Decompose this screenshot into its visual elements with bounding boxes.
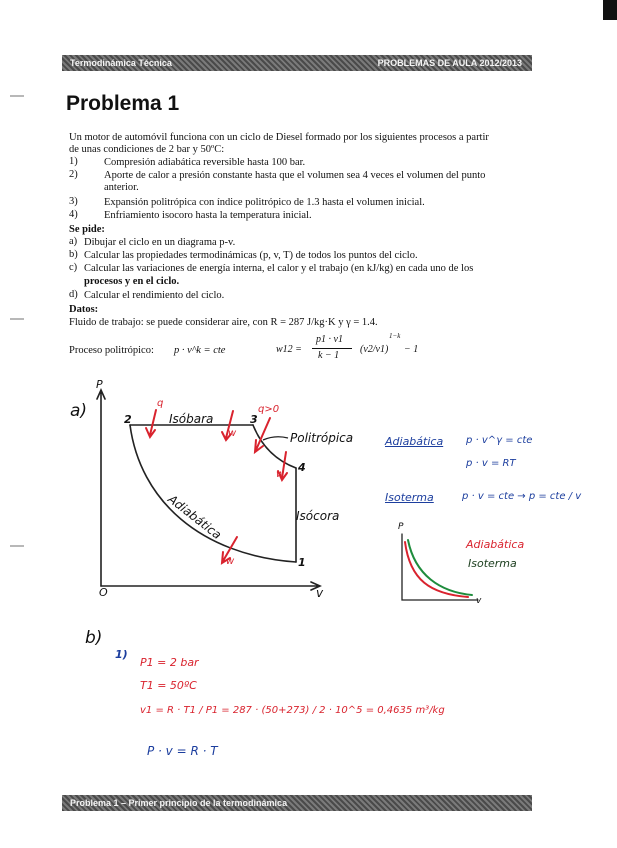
intro-line: de unas condiciones de 2 bar y 50ºC: (69, 144, 225, 155)
problem-title: Problema 1 (66, 92, 180, 115)
p-axis (97, 390, 105, 586)
work-label: w (228, 428, 237, 439)
legend-isoterma-title: Isoterma (385, 491, 434, 504)
mini-isotherm-curve (408, 540, 472, 595)
point-2-label: 2 (124, 413, 132, 426)
v1-calculation: v1 = R · T1 / P1 = 287 · (50+273) / 2 · 10^5 = 0,4635 m³/kg (140, 705, 445, 716)
process-number: 4) (69, 209, 78, 220)
p1-value: P1 = 2 bar (140, 656, 199, 669)
mini-isoterma-label: Isoterma (468, 557, 517, 570)
work-label: w (276, 469, 285, 480)
polytropic-equation: p · v^k = cte (174, 345, 226, 356)
mini-adiabatica-label: Adiabática (466, 538, 525, 551)
isobara-label: Isóbara (169, 412, 214, 426)
datos-text: Fluido de trabajo: se puede considerar aire, con R = 287 J/kg·K y γ = 1.4. (69, 317, 378, 328)
task-text: Calcular las propiedades termodinámicas (p, v, T) de todos los puntos del ciclo. (84, 250, 418, 261)
work-inner-ratio: (v2/v1) (360, 344, 389, 355)
point-1-label: 1 (298, 556, 306, 569)
adiabat-1-2 (130, 425, 296, 562)
legend-adiabatica-eq1: p · v^γ = cte (466, 435, 533, 446)
heat-out-label: q>0 (258, 404, 280, 415)
adiabatica-curve-label: Adiabática (165, 491, 225, 543)
page-footer (62, 795, 532, 811)
mini-adiabat-curve (405, 542, 468, 597)
work-lhs: w12 = (276, 344, 302, 355)
legend-adiabatica-eq2: p · v = RT (466, 458, 516, 469)
heat-in-arrow (146, 410, 156, 437)
point-4-label: 4 (298, 461, 306, 474)
politropica-label: Politrópica (290, 431, 354, 445)
task-letter: a) (69, 236, 78, 247)
polytropic-label: Proceso politrópico: (69, 345, 154, 356)
heat-in-label: q (157, 398, 164, 409)
task-text: Dibujar el ciclo en un diagrama p-v. (84, 237, 236, 248)
process-text: anterior. (104, 182, 139, 193)
part-a-label: a) (70, 401, 88, 421)
mini-v-label: v (476, 596, 482, 606)
process-number: 2) (69, 169, 78, 180)
task-text: procesos y en el ciclo. (84, 276, 180, 287)
part-b-label: b) (85, 628, 103, 648)
process-number: 1) (69, 156, 78, 167)
datos-label: Datos: (69, 304, 99, 315)
point-1-heading: 1) (115, 648, 128, 661)
task-letter: d) (69, 289, 78, 300)
t1-value: T1 = 50ºC (140, 679, 197, 692)
process-text: Enfriamiento isocoro hasta la temperatura inicial. (104, 210, 312, 221)
ideal-gas-equation: P · v = R · T (147, 744, 218, 758)
footer-chapter: Problema 1 – Primer principio de la termodinámica (70, 798, 288, 808)
legend-isoterma-eq: p · v = cte → p = cte / v (462, 491, 582, 502)
task-text: Calcular las variaciones de energía interna, el calor y el trabajo (en kJ/kg) en cada uno de los (84, 263, 474, 274)
process-number: 3) (69, 196, 78, 207)
process-text: Compresión adiabática reversible hasta 100 bar. (104, 157, 306, 168)
mini-p-label: P (398, 522, 404, 532)
isocora-label: Isócora (296, 509, 340, 523)
work-label: w (226, 556, 235, 567)
process-text: Expansión politrópica con índice politrópico de 1.3 hasta el volumen inicial. (104, 197, 425, 208)
p-axis-label: P (96, 378, 103, 391)
politropica-pointer (263, 437, 288, 440)
work-tail: − 1 (404, 344, 419, 355)
se-pide-label: Se pide: (69, 224, 105, 235)
work-exponent: 1−k (389, 332, 401, 340)
work-denominator: k − 1 (318, 350, 340, 361)
work-numerator: p1 · v1 (316, 334, 343, 345)
v-axis-label: v (316, 586, 324, 600)
process-text: Aporte de calor a presión constante hasta que el volumen sea 4 veces el volumen del punto (104, 170, 486, 181)
task-text: Calcular el rendimiento del ciclo. (84, 290, 225, 301)
origin-label: O (99, 586, 108, 599)
legend-adiabatica-title: Adiabática (385, 435, 444, 448)
intro-line: Un motor de automóvil funciona con un ciclo de Diesel formado por los siguientes procesos a partir (69, 132, 489, 143)
task-letter: b) (69, 249, 78, 260)
v-axis (101, 582, 320, 590)
header-course: Termodinámica Técnica (70, 58, 172, 68)
task-letter: c) (69, 262, 78, 273)
point-3-label: 3 (250, 413, 258, 426)
header-year: PROBLEMAS DE AULA 2012/2013 (377, 58, 522, 68)
